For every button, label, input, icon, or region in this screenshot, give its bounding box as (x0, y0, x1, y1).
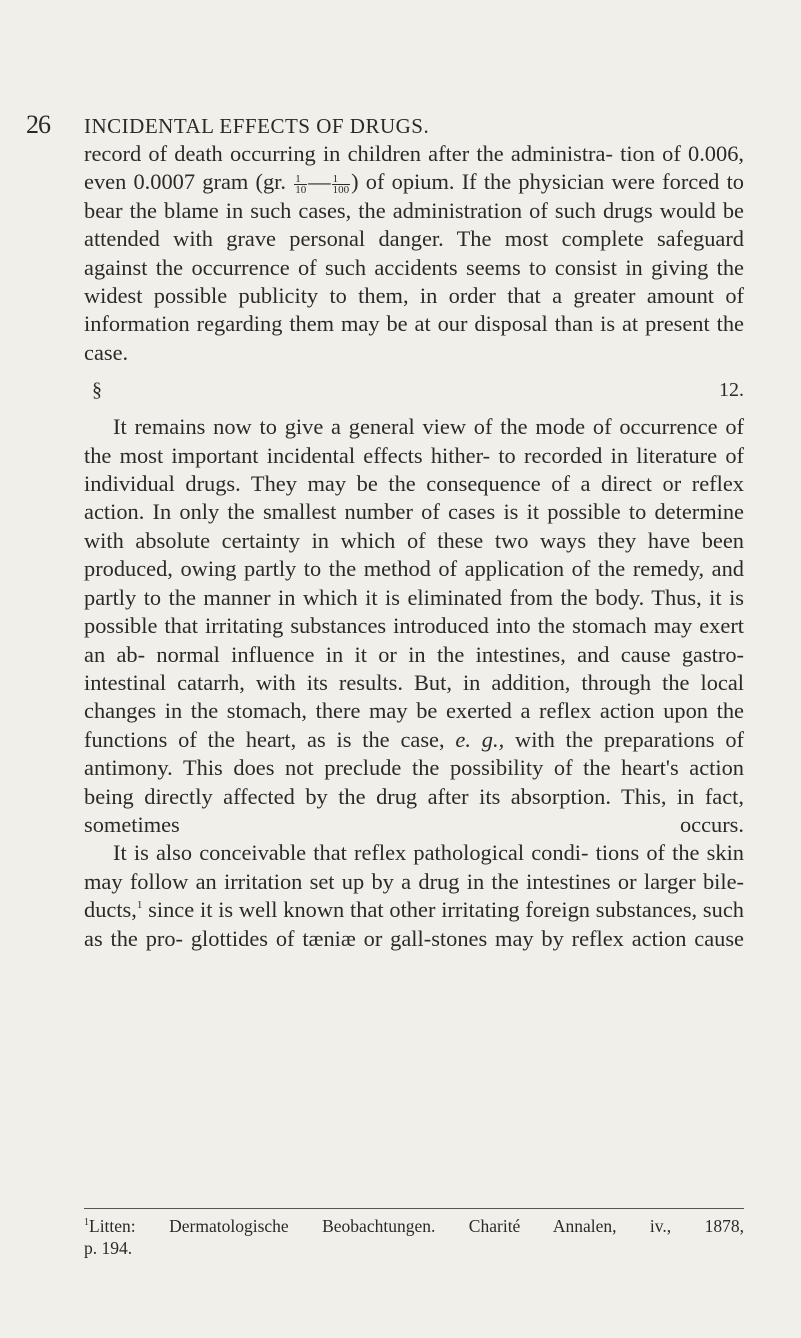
fraction-dash: — (308, 169, 331, 195)
paragraph-3-start: It is also conceivable that reflex pathological condi- tions of the skin may follow an irritation set up by a drug in the intestines or larger bile-ducts, (84, 840, 744, 923)
fraction-one-hundredth: $\frac{1}{100}$ (332, 172, 350, 196)
footnote (84, 1212, 744, 1259)
footnote-reference: 1 (136, 899, 143, 912)
paragraph-1-start: record of death occurring in children after the administra- tion of 0.006, even 0.0007 gram (gr. (84, 141, 744, 195)
running-header (26, 112, 726, 139)
italic-eg: e. g., (455, 726, 505, 752)
footnote-divider (84, 1208, 744, 1209)
paragraph-1-rest: ) of opium. If the physician were forced to bear the blame in such cases, the administration of such drugs would be attended with grave personal danger. The most complete safeguard against the occurrence of such accidents seems to consist in giving the widest possible publicity to them, in order that a greater amount of information regarding them may be at our disposal than is at present the case. (84, 169, 744, 365)
footnote-citation: Litten: Dermatologische Beobachtungen. Charité Annalen, iv., 1878, (89, 1216, 744, 1236)
fraction-one-tenth: $\frac{1}{10}$ (295, 172, 307, 196)
section-heading: § 12. (92, 379, 744, 402)
paragraph-1 (84, 140, 744, 367)
page-number: 26 (26, 110, 50, 139)
paragraph-2-rest: with the preparations of antimony. This does not preclude the possibility of the heart's action being directly affected by the drug after its absorption. This, in fact, sometimes occurs. (84, 726, 744, 837)
main-text (84, 140, 744, 953)
paragraph-3-rest: since it is well known that other irritating foreign substances, such as the pro- glottides of tæniæ or gall-stones may by reflex action cause (84, 897, 744, 951)
footnote-mark: 1 (84, 1217, 89, 1228)
paragraph-2 (84, 413, 744, 839)
paragraph-2-start: It remains now to give a general view of the mode of occurrence of the most important incidental effects hither- to recorded in literature of individual drugs. They may be the consequence of a direct or reflex action. In only the smallest number of cases is it possible to determine with absolute certainty in which of these two ways they have been produced, owing partly to the method of application of the remedy, and partly to the manner in which it is eliminated from the body. Thus, it is possible that irritating substances introduced into the stomach may exert an ab- normal influence in it or in the intestines, and cause gastro- intestinal catarrh, with its results. But, in addition, through the local changes in the stomach, there may be exerted a reflex action upon the functions of the heart, as is the case, (84, 414, 744, 752)
paragraph-3 (84, 839, 744, 953)
footnote-line-2: p. 194. (84, 1238, 133, 1258)
footnote-line-1 (84, 1212, 744, 1237)
running-title: INCIDENTAL EFFECTS OF DRUGS. (84, 114, 430, 138)
